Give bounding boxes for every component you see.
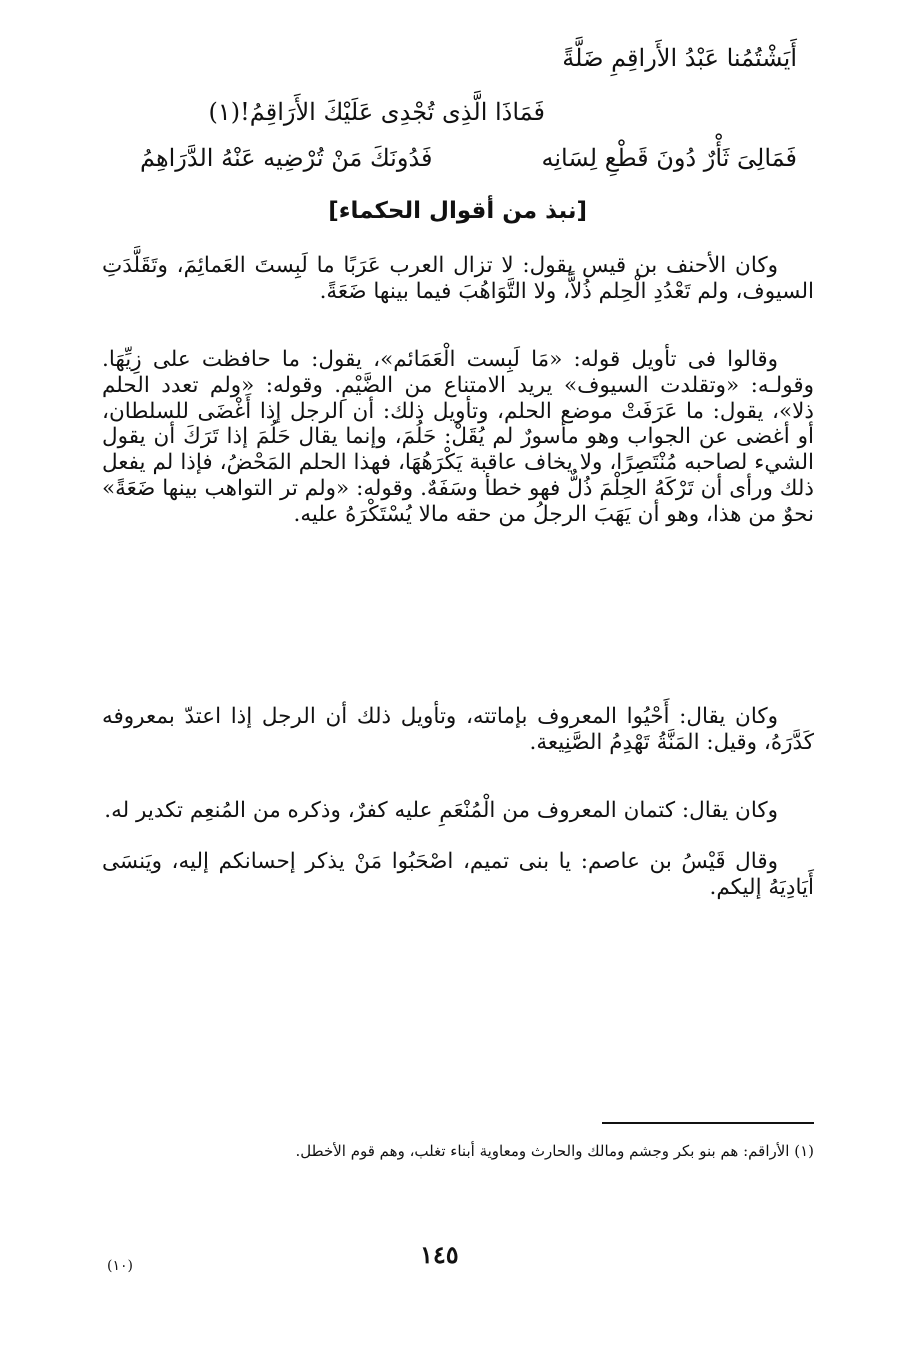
paragraph-3: وكان يقال: أَحْيُوا المعروف بإماتته، وتأويل ذلك أن الرجل إذا اعتدّ بمعروفه كَدَّرَهُ، وقيل: المَنَّةُ تَهْدِمُ الصَّنِيعة. <box>102 704 814 755</box>
poem-line-3-right: فَمَالِىَ ثَأْرٌ دُونَ قَطْعِ لِسَانِه <box>541 144 797 172</box>
paragraph-4: وكان يقال: كتمان المعروف من الْمُنْعَمِ عليه كفرٌ، وذكره من المُنعِم تكدير له. <box>104 798 778 823</box>
paragraph-5: وقال قَيْسُ بن عاصم: يا بنى تميم، اصْحَبُوا مَنْ يذكر إحسانكم إليه، ويَنسَى أَيَادِيَهُ إليكم. <box>102 849 814 900</box>
poem-line-3-left: فَدُونَكَ مَنْ تُرْضِيه عَنْهُ الدَّرَاهِمُ <box>140 144 433 172</box>
printer-signature: (١٠) <box>107 1258 133 1274</box>
poem-line-1: أَيَشْتُمُنا عَبْدُ الأَراقِمِ ضَلَّةً <box>562 44 797 72</box>
section-heading: [نبذ من أقوال الحكماء] <box>328 198 587 224</box>
page-number: ١٤٥ <box>420 1240 459 1269</box>
paragraph-2: وقالوا فى تأويل قوله: «مَا لَبِست الْعَمَائم»، يقول: ما حافظت على زِيِّهَا. وقولـه: «وتقلدت السيوف» يريد الامتناع من الضَّيْمِ. وقوله: «ولم تعدد الحلم ذلا»، يقول: ما عَرَفَتْ موضع الحلم، وتأويل ذلك: أن الرجل إذا أَغْضَى للسلطان، أو أغضى عن الجواب وهو مأسورٌ لم يُقَلْ: حَلُمَ، وإنما يقال حَلُمَ إذا تَرَكَ أن يقول الشيء لصاحبه مُنْتَصِرًا، ولا يخاف عاقبة يَكْرَهُهَا، فهذا الحلم المَحْضُ، فإذا لم يفعل ذلك ورأى أن تَرْكَهُ الحِلْمَ ذُلٌّ فهو خطأ وسَفَهٌ. وقوله: «ولم تر التواهب بينها ضَعَةً» نحوٌ من هذا، وهو أن يَهَبَ الرجلُ من حقه مالا يُسْتَكْرَهُ عليه. <box>102 347 814 527</box>
poem-line-2: فَمَاذَا الَّذِى تُجْدِى عَلَيْكَ الأَرَاقِمُ!(١) <box>208 98 545 126</box>
paragraph-1: وكان الأحنف بن قيس يقول: لا تزال العرب عَرَبًا ما لَبِستَ العَمائِمَ، وتَقَلَّدَتِ السيوف، ولم تَعْدُدِ الْحِلم ذُلاًّ، ولا التَّوَاهُبَ فيما بينها ضَعَةً. <box>102 253 814 304</box>
footnote: (١) الأراقم: هم بنو بكر وجشم ومالك والحارث ومعاوية أبناء تغلب، وهم قوم الأخطل. <box>295 1142 814 1160</box>
footnote-separator <box>602 1122 814 1124</box>
